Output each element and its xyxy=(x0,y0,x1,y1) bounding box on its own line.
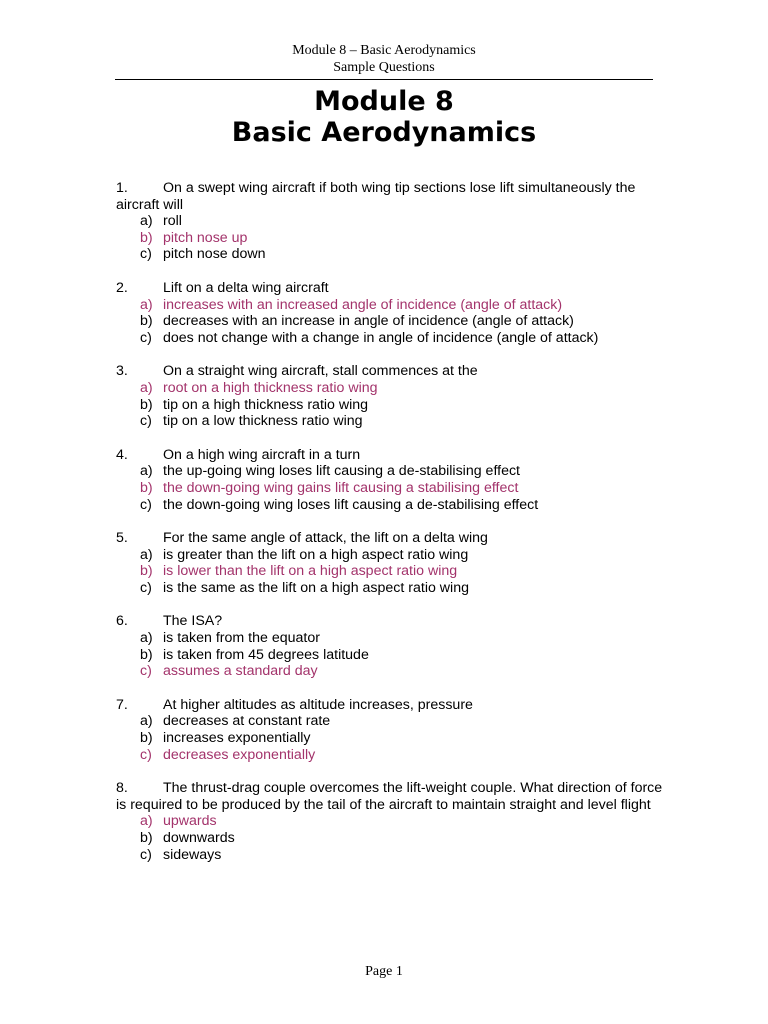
question-number: 4. xyxy=(116,446,128,463)
answer-option xyxy=(116,847,676,864)
option-letter: c) xyxy=(140,746,152,763)
question-number: 3. xyxy=(116,363,128,380)
option-text: is lower than the lift on a high aspect ratio wing xyxy=(163,563,458,580)
option-letter: b) xyxy=(140,563,153,580)
page-header xyxy=(115,42,653,76)
option-text: decreases with an increase in angle of incidence (angle of attack) xyxy=(163,313,574,330)
header-module-title: Module 8 – Basic Aerodynamics xyxy=(292,43,476,58)
option-letter: c) xyxy=(140,846,152,863)
option-letter: b) xyxy=(140,479,153,496)
answer-option xyxy=(116,330,676,347)
question-number: 2. xyxy=(116,279,128,296)
option-list xyxy=(116,630,676,680)
answer-option xyxy=(116,463,676,480)
question-list xyxy=(116,180,676,880)
question-text: The thrust-drag couple overcomes the lift-weight couple. What direction of force is required to be produced by the tail of the aircraft to maintain straight and level flight xyxy=(116,780,663,813)
question-stem xyxy=(116,530,676,547)
answer-option-correct xyxy=(116,297,676,314)
option-letter: b) xyxy=(140,229,153,246)
option-text: decreases at constant rate xyxy=(163,713,331,730)
option-text: is taken from 45 degrees latitude xyxy=(163,646,369,663)
answer-option-correct xyxy=(116,230,676,247)
page-number: Page 1 xyxy=(365,964,403,979)
option-letter: c) xyxy=(140,579,152,596)
answer-option xyxy=(116,246,676,263)
option-letter: c) xyxy=(140,246,152,263)
option-letter: c) xyxy=(140,413,152,430)
option-list xyxy=(116,213,676,263)
header-subtitle: Sample Questions xyxy=(333,60,435,75)
answer-option xyxy=(116,830,676,847)
question-text: On a high wing aircraft in a turn xyxy=(163,446,361,463)
question xyxy=(116,363,676,429)
question-number: 7. xyxy=(116,696,128,713)
answer-option-correct xyxy=(116,747,676,764)
option-text: sideways xyxy=(163,846,222,863)
option-text: is the same as the lift on a high aspect ratio wing xyxy=(163,579,469,596)
question-text: The ISA? xyxy=(163,613,223,630)
option-text: increases exponentially xyxy=(163,730,311,747)
question xyxy=(116,180,676,263)
page-footer xyxy=(115,963,653,980)
question xyxy=(116,697,676,763)
question-number: 5. xyxy=(116,530,128,547)
option-text: assumes a standard day xyxy=(163,663,318,680)
question-text: On a straight wing aircraft, stall commences at the xyxy=(163,363,478,380)
question-stem xyxy=(116,780,676,813)
option-list xyxy=(116,713,676,763)
option-list xyxy=(116,297,676,347)
title-subject: Basic Aerodynamics xyxy=(231,117,537,148)
option-text: the down-going wing gains lift causing a stabilising effect xyxy=(163,479,519,496)
question xyxy=(116,780,676,863)
option-list xyxy=(116,380,676,430)
option-letter: a) xyxy=(140,379,153,396)
option-list xyxy=(116,813,676,863)
option-letter: a) xyxy=(140,546,153,563)
option-text: tip on a high thickness ratio wing xyxy=(163,396,369,413)
option-text: downwards xyxy=(163,830,235,846)
page-title xyxy=(115,86,653,148)
answer-option xyxy=(116,730,676,747)
question-stem xyxy=(116,613,676,630)
option-text: upwards xyxy=(163,813,217,830)
answer-option xyxy=(116,713,676,730)
option-letter: a) xyxy=(140,813,153,830)
option-text: tip on a low thickness ratio wing xyxy=(163,413,363,430)
question-text: Lift on a delta wing aircraft xyxy=(163,279,329,296)
option-list xyxy=(116,547,676,597)
answer-option xyxy=(116,647,676,664)
option-letter: b) xyxy=(140,646,153,663)
option-text: is greater than the lift on a high aspect ratio wing xyxy=(163,546,469,563)
option-letter: b) xyxy=(140,730,153,747)
option-letter: b) xyxy=(140,830,153,846)
option-letter: c) xyxy=(140,496,152,513)
option-letter: b) xyxy=(140,396,153,413)
answer-option xyxy=(116,397,676,414)
option-text: the up-going wing loses lift causing a de-stabilising effect xyxy=(163,463,521,480)
question-text: At higher altitudes as altitude increases, pressure xyxy=(163,696,473,713)
answer-option xyxy=(116,213,676,230)
option-letter: a) xyxy=(140,463,153,480)
option-letter: c) xyxy=(140,329,152,346)
option-letter: a) xyxy=(140,213,153,230)
question-stem xyxy=(116,180,676,213)
title-module-number: Module 8 xyxy=(314,86,454,117)
option-text: the down-going wing loses lift causing a de-stabilising effect xyxy=(163,496,539,513)
question-stem xyxy=(116,447,676,464)
option-text: increases with an increased angle of incidence (angle of attack) xyxy=(163,296,563,313)
answer-option xyxy=(116,497,676,514)
option-text: pitch nose up xyxy=(163,229,248,246)
option-letter: a) xyxy=(140,630,153,647)
option-text: does not change with a change in angle of incidence (angle of attack) xyxy=(163,329,599,346)
answer-option-correct xyxy=(116,480,676,497)
question-stem xyxy=(116,697,676,714)
question-number: 8. xyxy=(116,780,128,797)
question-number: 1. xyxy=(116,180,128,196)
question xyxy=(116,280,676,346)
answer-option xyxy=(116,313,676,330)
answer-option xyxy=(116,547,676,564)
question xyxy=(116,613,676,679)
question-stem xyxy=(116,280,676,297)
question-text: On a swept wing aircraft if both wing tip sections lose lift simultaneously the aircraft will xyxy=(116,180,636,213)
answer-option-correct xyxy=(116,380,676,397)
answer-option xyxy=(116,580,676,597)
answer-option-correct xyxy=(116,813,676,830)
header-divider xyxy=(115,79,653,80)
answer-option-correct xyxy=(116,663,676,680)
option-letter: b) xyxy=(140,313,153,330)
answer-option xyxy=(116,413,676,430)
option-letter: c) xyxy=(140,663,152,680)
question-stem xyxy=(116,363,676,380)
option-text: decreases exponentially xyxy=(163,746,316,763)
option-letter: a) xyxy=(140,713,153,730)
question-number: 6. xyxy=(116,613,128,630)
question xyxy=(116,530,676,596)
option-list xyxy=(116,463,676,513)
answer-option-correct xyxy=(116,563,676,580)
question xyxy=(116,447,676,513)
answer-option xyxy=(116,630,676,647)
option-letter: a) xyxy=(140,296,153,313)
option-text: pitch nose down xyxy=(163,246,266,263)
option-text: roll xyxy=(163,213,182,230)
option-text: root on a high thickness ratio wing xyxy=(163,379,378,396)
option-text: is taken from the equator xyxy=(163,630,320,647)
question-text: For the same angle of attack, the lift on a delta wing xyxy=(163,530,488,547)
